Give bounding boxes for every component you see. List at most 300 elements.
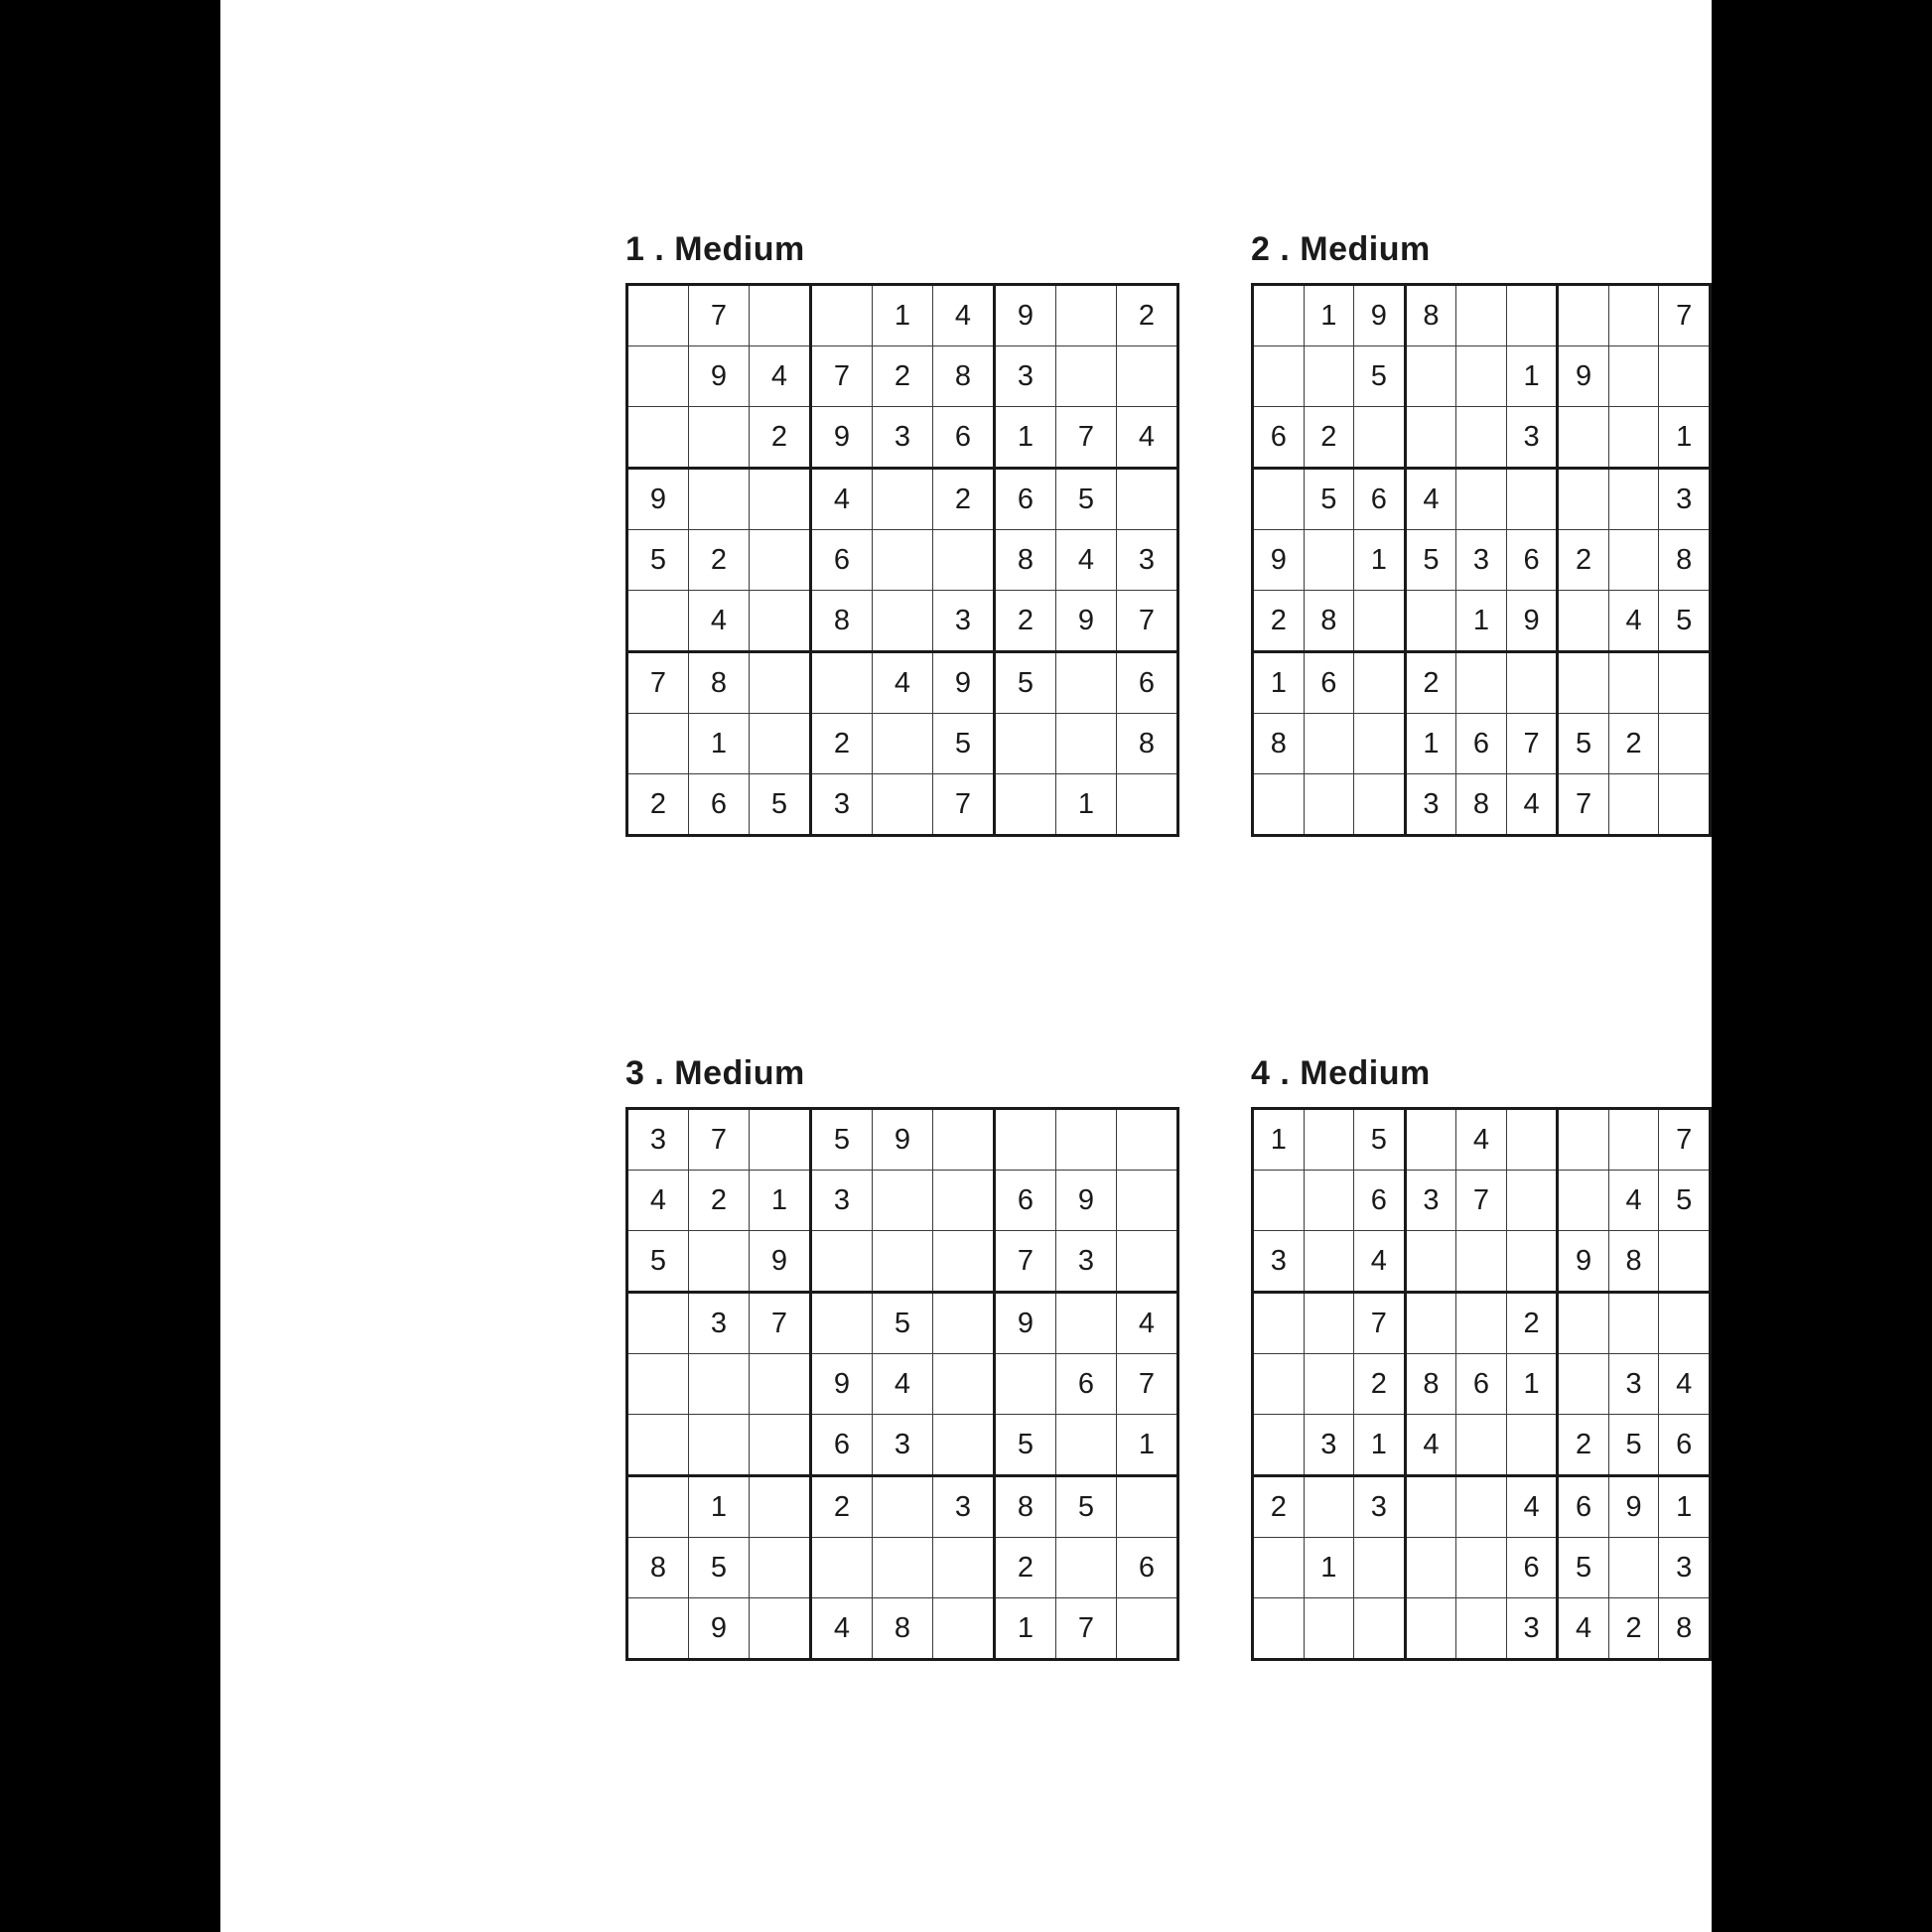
sudoku-cell[interactable] <box>1253 469 1305 530</box>
sudoku-cell[interactable]: 1 <box>1354 530 1406 591</box>
sudoku-cell[interactable] <box>873 1171 933 1231</box>
sudoku-cell[interactable]: 8 <box>1659 530 1711 591</box>
sudoku-cell[interactable] <box>750 530 811 591</box>
sudoku-cell[interactable] <box>1659 1293 1711 1354</box>
sudoku-cell[interactable] <box>873 1231 933 1293</box>
sudoku-cell[interactable]: 5 <box>1405 530 1456 591</box>
sudoku-cell[interactable]: 8 <box>1659 1598 1711 1660</box>
sudoku-cell[interactable]: 3 <box>627 1109 689 1171</box>
sudoku-grid[interactable] <box>1251 1107 1712 1661</box>
sudoku-cell[interactable] <box>689 407 750 469</box>
sudoku-cell[interactable] <box>1304 1231 1354 1293</box>
sudoku-cell[interactable]: 2 <box>933 469 995 530</box>
sudoku-cell[interactable] <box>873 714 933 774</box>
sudoku-cell[interactable] <box>1056 1538 1117 1598</box>
sudoku-cell[interactable]: 3 <box>1304 1415 1354 1476</box>
sudoku-cell[interactable]: 8 <box>933 346 995 407</box>
sudoku-cell[interactable] <box>1456 285 1507 346</box>
sudoku-cell[interactable]: 6 <box>1659 1415 1711 1476</box>
sudoku-cell[interactable]: 4 <box>1405 469 1456 530</box>
sudoku-cell[interactable] <box>1608 285 1659 346</box>
sudoku-cell[interactable] <box>995 1354 1056 1415</box>
sudoku-cell[interactable]: 1 <box>1659 407 1711 469</box>
sudoku-cell[interactable] <box>1558 469 1609 530</box>
sudoku-cell[interactable] <box>1558 652 1609 714</box>
sudoku-cell[interactable]: 8 <box>1456 774 1507 836</box>
sudoku-cell[interactable]: 1 <box>873 285 933 346</box>
sudoku-cell[interactable] <box>933 1538 995 1598</box>
sudoku-cell[interactable]: 4 <box>1558 1598 1609 1660</box>
sudoku-cell[interactable] <box>1456 1598 1507 1660</box>
sudoku-cell[interactable] <box>1253 346 1305 407</box>
sudoku-cell[interactable] <box>1056 714 1117 774</box>
sudoku-cell[interactable]: 3 <box>1608 1354 1659 1415</box>
sudoku-cell[interactable] <box>627 1293 689 1354</box>
sudoku-cell[interactable]: 1 <box>1405 714 1456 774</box>
sudoku-cell[interactable] <box>1117 346 1178 407</box>
sudoku-cell[interactable]: 5 <box>1056 1476 1117 1538</box>
sudoku-cell[interactable] <box>873 530 933 591</box>
sudoku-cell[interactable]: 7 <box>689 1109 750 1171</box>
sudoku-cell[interactable]: 9 <box>1253 530 1305 591</box>
sudoku-cell[interactable]: 5 <box>1558 714 1609 774</box>
sudoku-cell[interactable]: 4 <box>1354 1231 1406 1293</box>
sudoku-cell[interactable]: 8 <box>1608 1231 1659 1293</box>
sudoku-cell[interactable]: 4 <box>1506 1476 1558 1538</box>
sudoku-cell[interactable]: 3 <box>873 407 933 469</box>
sudoku-cell[interactable]: 9 <box>873 1109 933 1171</box>
sudoku-cell[interactable] <box>873 469 933 530</box>
sudoku-cell[interactable]: 9 <box>811 1354 873 1415</box>
sudoku-cell[interactable] <box>873 1538 933 1598</box>
sudoku-cell[interactable]: 7 <box>1117 591 1178 652</box>
sudoku-cell[interactable]: 5 <box>995 652 1056 714</box>
sudoku-cell[interactable]: 3 <box>995 346 1056 407</box>
sudoku-cell[interactable]: 6 <box>1117 652 1178 714</box>
sudoku-cell[interactable]: 7 <box>1659 285 1711 346</box>
sudoku-cell[interactable]: 4 <box>1117 1293 1178 1354</box>
sudoku-cell[interactable] <box>1405 1538 1456 1598</box>
sudoku-cell[interactable]: 6 <box>933 407 995 469</box>
sudoku-cell[interactable] <box>1506 469 1558 530</box>
sudoku-cell[interactable]: 9 <box>689 1598 750 1660</box>
sudoku-cell[interactable]: 2 <box>689 1171 750 1231</box>
sudoku-cell[interactable] <box>1304 774 1354 836</box>
sudoku-cell[interactable]: 2 <box>1253 591 1305 652</box>
sudoku-cell[interactable] <box>627 346 689 407</box>
sudoku-cell[interactable] <box>1506 1109 1558 1171</box>
sudoku-cell[interactable] <box>1558 591 1609 652</box>
sudoku-cell[interactable] <box>1253 1171 1305 1231</box>
sudoku-cell[interactable]: 2 <box>1558 530 1609 591</box>
sudoku-cell[interactable]: 3 <box>811 774 873 836</box>
sudoku-cell[interactable] <box>933 1171 995 1231</box>
sudoku-cell[interactable]: 5 <box>933 714 995 774</box>
sudoku-cell[interactable] <box>1405 1231 1456 1293</box>
sudoku-cell[interactable] <box>1354 714 1406 774</box>
sudoku-cell[interactable]: 9 <box>1608 1476 1659 1538</box>
sudoku-cell[interactable]: 4 <box>811 469 873 530</box>
sudoku-cell[interactable]: 9 <box>933 652 995 714</box>
sudoku-cell[interactable]: 4 <box>1608 1171 1659 1231</box>
sudoku-cell[interactable]: 5 <box>1056 469 1117 530</box>
sudoku-cell[interactable]: 1 <box>1304 1538 1354 1598</box>
sudoku-cell[interactable]: 3 <box>1506 407 1558 469</box>
sudoku-cell[interactable] <box>1608 469 1659 530</box>
sudoku-cell[interactable] <box>1056 1293 1117 1354</box>
sudoku-cell[interactable] <box>811 285 873 346</box>
sudoku-cell[interactable]: 3 <box>1659 469 1711 530</box>
sudoku-cell[interactable] <box>1354 652 1406 714</box>
sudoku-cell[interactable] <box>627 1415 689 1476</box>
sudoku-cell[interactable] <box>1405 407 1456 469</box>
sudoku-cell[interactable] <box>1506 1231 1558 1293</box>
sudoku-cell[interactable]: 1 <box>1506 1354 1558 1415</box>
sudoku-cell[interactable]: 6 <box>1354 469 1406 530</box>
sudoku-cell[interactable] <box>1608 1109 1659 1171</box>
sudoku-cell[interactable]: 9 <box>750 1231 811 1293</box>
sudoku-cell[interactable]: 7 <box>811 346 873 407</box>
sudoku-cell[interactable] <box>1117 1476 1178 1538</box>
sudoku-cell[interactable] <box>750 591 811 652</box>
sudoku-cell[interactable] <box>689 1354 750 1415</box>
sudoku-cell[interactable]: 9 <box>1056 1171 1117 1231</box>
sudoku-cell[interactable]: 3 <box>1456 530 1507 591</box>
sudoku-cell[interactable]: 1 <box>1253 652 1305 714</box>
sudoku-cell[interactable] <box>1405 591 1456 652</box>
sudoku-cell[interactable]: 5 <box>995 1415 1056 1476</box>
sudoku-cell[interactable] <box>627 591 689 652</box>
sudoku-cell[interactable]: 4 <box>689 591 750 652</box>
sudoku-cell[interactable]: 7 <box>1558 774 1609 836</box>
sudoku-cell[interactable]: 5 <box>1558 1538 1609 1598</box>
sudoku-cell[interactable] <box>1056 285 1117 346</box>
sudoku-cell[interactable] <box>1354 407 1406 469</box>
sudoku-cell[interactable]: 1 <box>689 714 750 774</box>
sudoku-cell[interactable] <box>1304 1109 1354 1171</box>
sudoku-cell[interactable]: 2 <box>750 407 811 469</box>
sudoku-cell[interactable]: 9 <box>1056 591 1117 652</box>
sudoku-cell[interactable]: 2 <box>1354 1354 1406 1415</box>
sudoku-cell[interactable]: 9 <box>1354 285 1406 346</box>
sudoku-cell[interactable]: 2 <box>627 774 689 836</box>
sudoku-cell[interactable]: 8 <box>689 652 750 714</box>
sudoku-cell[interactable] <box>689 469 750 530</box>
sudoku-cell[interactable] <box>1558 1109 1609 1171</box>
sudoku-cell[interactable]: 6 <box>811 1415 873 1476</box>
sudoku-cell[interactable]: 7 <box>1056 407 1117 469</box>
sudoku-cell[interactable] <box>1117 469 1178 530</box>
sudoku-cell[interactable]: 3 <box>1506 1598 1558 1660</box>
sudoku-cell[interactable]: 4 <box>873 652 933 714</box>
sudoku-cell[interactable]: 8 <box>1304 591 1354 652</box>
sudoku-cell[interactable] <box>1304 1598 1354 1660</box>
sudoku-cell[interactable] <box>873 591 933 652</box>
sudoku-cell[interactable]: 6 <box>995 1171 1056 1231</box>
sudoku-cell[interactable]: 6 <box>1304 652 1354 714</box>
sudoku-cell[interactable] <box>750 1354 811 1415</box>
sudoku-cell[interactable]: 9 <box>995 285 1056 346</box>
sudoku-cell[interactable]: 5 <box>1659 591 1711 652</box>
sudoku-cell[interactable] <box>1659 346 1711 407</box>
sudoku-cell[interactable] <box>1456 1538 1507 1598</box>
sudoku-cell[interactable] <box>811 1231 873 1293</box>
sudoku-cell[interactable]: 3 <box>873 1415 933 1476</box>
sudoku-cell[interactable] <box>1659 714 1711 774</box>
sudoku-cell[interactable] <box>1506 652 1558 714</box>
sudoku-cell[interactable]: 8 <box>873 1598 933 1660</box>
sudoku-cell[interactable]: 8 <box>627 1538 689 1598</box>
sudoku-cell[interactable] <box>1659 774 1711 836</box>
sudoku-cell[interactable] <box>1117 1231 1178 1293</box>
sudoku-cell[interactable]: 1 <box>995 407 1056 469</box>
sudoku-cell[interactable] <box>1456 1231 1507 1293</box>
sudoku-cell[interactable] <box>1253 1293 1305 1354</box>
sudoku-cell[interactable] <box>1354 1598 1406 1660</box>
sudoku-cell[interactable]: 9 <box>1506 591 1558 652</box>
sudoku-cell[interactable]: 4 <box>933 285 995 346</box>
sudoku-grid[interactable] <box>625 283 1179 837</box>
sudoku-cell[interactable]: 6 <box>1558 1476 1609 1538</box>
sudoku-cell[interactable] <box>750 285 811 346</box>
sudoku-cell[interactable] <box>1456 469 1507 530</box>
sudoku-cell[interactable] <box>1056 1415 1117 1476</box>
sudoku-cell[interactable] <box>1659 652 1711 714</box>
sudoku-cell[interactable] <box>1354 1538 1406 1598</box>
sudoku-cell[interactable] <box>1253 1538 1305 1598</box>
sudoku-cell[interactable]: 2 <box>1506 1293 1558 1354</box>
sudoku-cell[interactable]: 7 <box>1354 1293 1406 1354</box>
sudoku-cell[interactable]: 6 <box>1456 1354 1507 1415</box>
sudoku-cell[interactable]: 8 <box>1253 714 1305 774</box>
sudoku-cell[interactable] <box>995 1109 1056 1171</box>
sudoku-cell[interactable]: 4 <box>750 346 811 407</box>
sudoku-cell[interactable]: 3 <box>933 591 995 652</box>
sudoku-cell[interactable] <box>1117 774 1178 836</box>
sudoku-cell[interactable]: 5 <box>1354 346 1406 407</box>
sudoku-cell[interactable]: 1 <box>750 1171 811 1231</box>
sudoku-cell[interactable] <box>750 1476 811 1538</box>
sudoku-cell[interactable] <box>1304 1293 1354 1354</box>
sudoku-cell[interactable] <box>1456 346 1507 407</box>
sudoku-cell[interactable]: 6 <box>1506 1538 1558 1598</box>
sudoku-cell[interactable]: 6 <box>1456 714 1507 774</box>
sudoku-cell[interactable] <box>1253 1598 1305 1660</box>
sudoku-cell[interactable] <box>873 774 933 836</box>
sudoku-cell[interactable] <box>1608 1538 1659 1598</box>
sudoku-cell[interactable]: 1 <box>995 1598 1056 1660</box>
sudoku-cell[interactable]: 4 <box>1506 774 1558 836</box>
sudoku-cell[interactable]: 6 <box>1117 1538 1178 1598</box>
sudoku-cell[interactable]: 6 <box>1354 1171 1406 1231</box>
sudoku-cell[interactable]: 7 <box>1659 1109 1711 1171</box>
sudoku-cell[interactable] <box>1456 652 1507 714</box>
sudoku-cell[interactable]: 7 <box>933 774 995 836</box>
sudoku-cell[interactable]: 4 <box>811 1598 873 1660</box>
sudoku-cell[interactable]: 7 <box>689 285 750 346</box>
sudoku-cell[interactable] <box>1558 407 1609 469</box>
sudoku-cell[interactable] <box>1056 652 1117 714</box>
sudoku-cell[interactable]: 5 <box>750 774 811 836</box>
sudoku-cell[interactable]: 7 <box>627 652 689 714</box>
sudoku-cell[interactable]: 6 <box>1056 1354 1117 1415</box>
sudoku-cell[interactable]: 2 <box>1117 285 1178 346</box>
sudoku-cell[interactable] <box>1558 1354 1609 1415</box>
sudoku-cell[interactable]: 3 <box>1253 1231 1305 1293</box>
sudoku-cell[interactable]: 3 <box>1405 1171 1456 1231</box>
sudoku-cell[interactable]: 7 <box>1456 1171 1507 1231</box>
sudoku-cell[interactable] <box>627 1598 689 1660</box>
sudoku-cell[interactable]: 2 <box>873 346 933 407</box>
sudoku-cell[interactable]: 3 <box>1056 1231 1117 1293</box>
sudoku-cell[interactable]: 1 <box>1456 591 1507 652</box>
sudoku-cell[interactable]: 3 <box>1659 1538 1711 1598</box>
sudoku-cell[interactable]: 5 <box>873 1293 933 1354</box>
sudoku-cell[interactable]: 8 <box>1405 285 1456 346</box>
sudoku-cell[interactable]: 8 <box>995 1476 1056 1538</box>
sudoku-cell[interactable] <box>1506 1171 1558 1231</box>
sudoku-cell[interactable]: 5 <box>627 530 689 591</box>
sudoku-cell[interactable] <box>1304 1354 1354 1415</box>
sudoku-cell[interactable]: 1 <box>1117 1415 1178 1476</box>
sudoku-cell[interactable]: 5 <box>1304 469 1354 530</box>
sudoku-cell[interactable] <box>811 1293 873 1354</box>
sudoku-cell[interactable] <box>1608 1293 1659 1354</box>
sudoku-cell[interactable]: 5 <box>1608 1415 1659 1476</box>
sudoku-cell[interactable] <box>1659 1231 1711 1293</box>
sudoku-cell[interactable]: 5 <box>811 1109 873 1171</box>
sudoku-cell[interactable]: 4 <box>1405 1415 1456 1476</box>
sudoku-cell[interactable]: 2 <box>1558 1415 1609 1476</box>
sudoku-cell[interactable]: 5 <box>627 1231 689 1293</box>
sudoku-cell[interactable] <box>1405 1293 1456 1354</box>
sudoku-cell[interactable]: 7 <box>995 1231 1056 1293</box>
sudoku-grid[interactable] <box>1251 283 1712 837</box>
sudoku-cell[interactable]: 3 <box>811 1171 873 1231</box>
sudoku-cell[interactable]: 3 <box>1117 530 1178 591</box>
sudoku-cell[interactable] <box>1354 774 1406 836</box>
sudoku-cell[interactable] <box>1253 1354 1305 1415</box>
sudoku-cell[interactable]: 7 <box>1506 714 1558 774</box>
sudoku-cell[interactable]: 8 <box>1405 1354 1456 1415</box>
sudoku-cell[interactable]: 8 <box>1117 714 1178 774</box>
sudoku-cell[interactable] <box>689 1415 750 1476</box>
sudoku-cell[interactable]: 1 <box>1659 1476 1711 1538</box>
sudoku-cell[interactable]: 9 <box>627 469 689 530</box>
sudoku-cell[interactable]: 6 <box>811 530 873 591</box>
sudoku-cell[interactable]: 8 <box>811 591 873 652</box>
sudoku-cell[interactable] <box>1456 1415 1507 1476</box>
sudoku-cell[interactable] <box>1117 1598 1178 1660</box>
sudoku-cell[interactable] <box>995 714 1056 774</box>
sudoku-cell[interactable]: 2 <box>1608 714 1659 774</box>
sudoku-cell[interactable]: 6 <box>689 774 750 836</box>
sudoku-grid[interactable] <box>625 1107 1179 1661</box>
sudoku-cell[interactable]: 4 <box>1056 530 1117 591</box>
sudoku-cell[interactable] <box>1558 1171 1609 1231</box>
sudoku-cell[interactable] <box>1608 652 1659 714</box>
sudoku-cell[interactable] <box>750 1109 811 1171</box>
sudoku-cell[interactable]: 9 <box>689 346 750 407</box>
sudoku-cell[interactable]: 8 <box>995 530 1056 591</box>
sudoku-cell[interactable]: 3 <box>933 1476 995 1538</box>
sudoku-cell[interactable] <box>811 652 873 714</box>
sudoku-cell[interactable] <box>811 1538 873 1598</box>
sudoku-cell[interactable] <box>933 1109 995 1171</box>
sudoku-cell[interactable] <box>995 774 1056 836</box>
sudoku-cell[interactable] <box>933 530 995 591</box>
sudoku-cell[interactable] <box>1608 407 1659 469</box>
sudoku-cell[interactable] <box>1117 1109 1178 1171</box>
sudoku-cell[interactable] <box>1405 1598 1456 1660</box>
sudoku-cell[interactable] <box>933 1415 995 1476</box>
sudoku-cell[interactable] <box>627 1354 689 1415</box>
sudoku-cell[interactable] <box>1456 1293 1507 1354</box>
sudoku-cell[interactable]: 6 <box>1253 407 1305 469</box>
sudoku-cell[interactable]: 3 <box>689 1293 750 1354</box>
sudoku-cell[interactable] <box>627 714 689 774</box>
sudoku-cell[interactable] <box>1405 1109 1456 1171</box>
sudoku-cell[interactable] <box>1405 346 1456 407</box>
sudoku-cell[interactable]: 1 <box>689 1476 750 1538</box>
sudoku-cell[interactable] <box>1117 1171 1178 1231</box>
sudoku-cell[interactable]: 2 <box>1608 1598 1659 1660</box>
sudoku-cell[interactable] <box>1506 285 1558 346</box>
sudoku-cell[interactable]: 7 <box>1056 1598 1117 1660</box>
sudoku-cell[interactable] <box>1456 407 1507 469</box>
sudoku-cell[interactable]: 3 <box>1405 774 1456 836</box>
sudoku-cell[interactable] <box>1304 1171 1354 1231</box>
sudoku-cell[interactable] <box>1608 774 1659 836</box>
sudoku-cell[interactable] <box>750 714 811 774</box>
sudoku-cell[interactable] <box>1608 530 1659 591</box>
sudoku-cell[interactable]: 4 <box>873 1354 933 1415</box>
sudoku-cell[interactable] <box>750 1538 811 1598</box>
sudoku-cell[interactable] <box>1608 346 1659 407</box>
sudoku-cell[interactable]: 7 <box>750 1293 811 1354</box>
sudoku-cell[interactable] <box>750 1598 811 1660</box>
sudoku-cell[interactable] <box>1304 1476 1354 1538</box>
sudoku-cell[interactable] <box>627 407 689 469</box>
sudoku-cell[interactable]: 4 <box>1608 591 1659 652</box>
sudoku-cell[interactable]: 7 <box>1117 1354 1178 1415</box>
sudoku-cell[interactable] <box>1304 530 1354 591</box>
sudoku-cell[interactable] <box>933 1231 995 1293</box>
sudoku-cell[interactable]: 5 <box>689 1538 750 1598</box>
sudoku-cell[interactable]: 2 <box>995 1538 1056 1598</box>
sudoku-cell[interactable]: 2 <box>689 530 750 591</box>
sudoku-cell[interactable]: 2 <box>1304 407 1354 469</box>
sudoku-cell[interactable] <box>689 1231 750 1293</box>
sudoku-cell[interactable]: 1 <box>1253 1109 1305 1171</box>
sudoku-cell[interactable]: 1 <box>1304 285 1354 346</box>
sudoku-cell[interactable] <box>627 1476 689 1538</box>
sudoku-cell[interactable]: 3 <box>1354 1476 1406 1538</box>
sudoku-cell[interactable] <box>1304 346 1354 407</box>
sudoku-cell[interactable]: 9 <box>811 407 873 469</box>
sudoku-cell[interactable] <box>1253 285 1305 346</box>
sudoku-cell[interactable]: 2 <box>811 1476 873 1538</box>
sudoku-cell[interactable]: 1 <box>1354 1415 1406 1476</box>
sudoku-cell[interactable] <box>1558 285 1609 346</box>
sudoku-cell[interactable]: 9 <box>995 1293 1056 1354</box>
sudoku-cell[interactable]: 4 <box>627 1171 689 1231</box>
sudoku-cell[interactable]: 2 <box>995 591 1056 652</box>
sudoku-cell[interactable] <box>750 1415 811 1476</box>
sudoku-cell[interactable] <box>933 1293 995 1354</box>
sudoku-cell[interactable] <box>1456 1476 1507 1538</box>
sudoku-cell[interactable]: 5 <box>1659 1171 1711 1231</box>
